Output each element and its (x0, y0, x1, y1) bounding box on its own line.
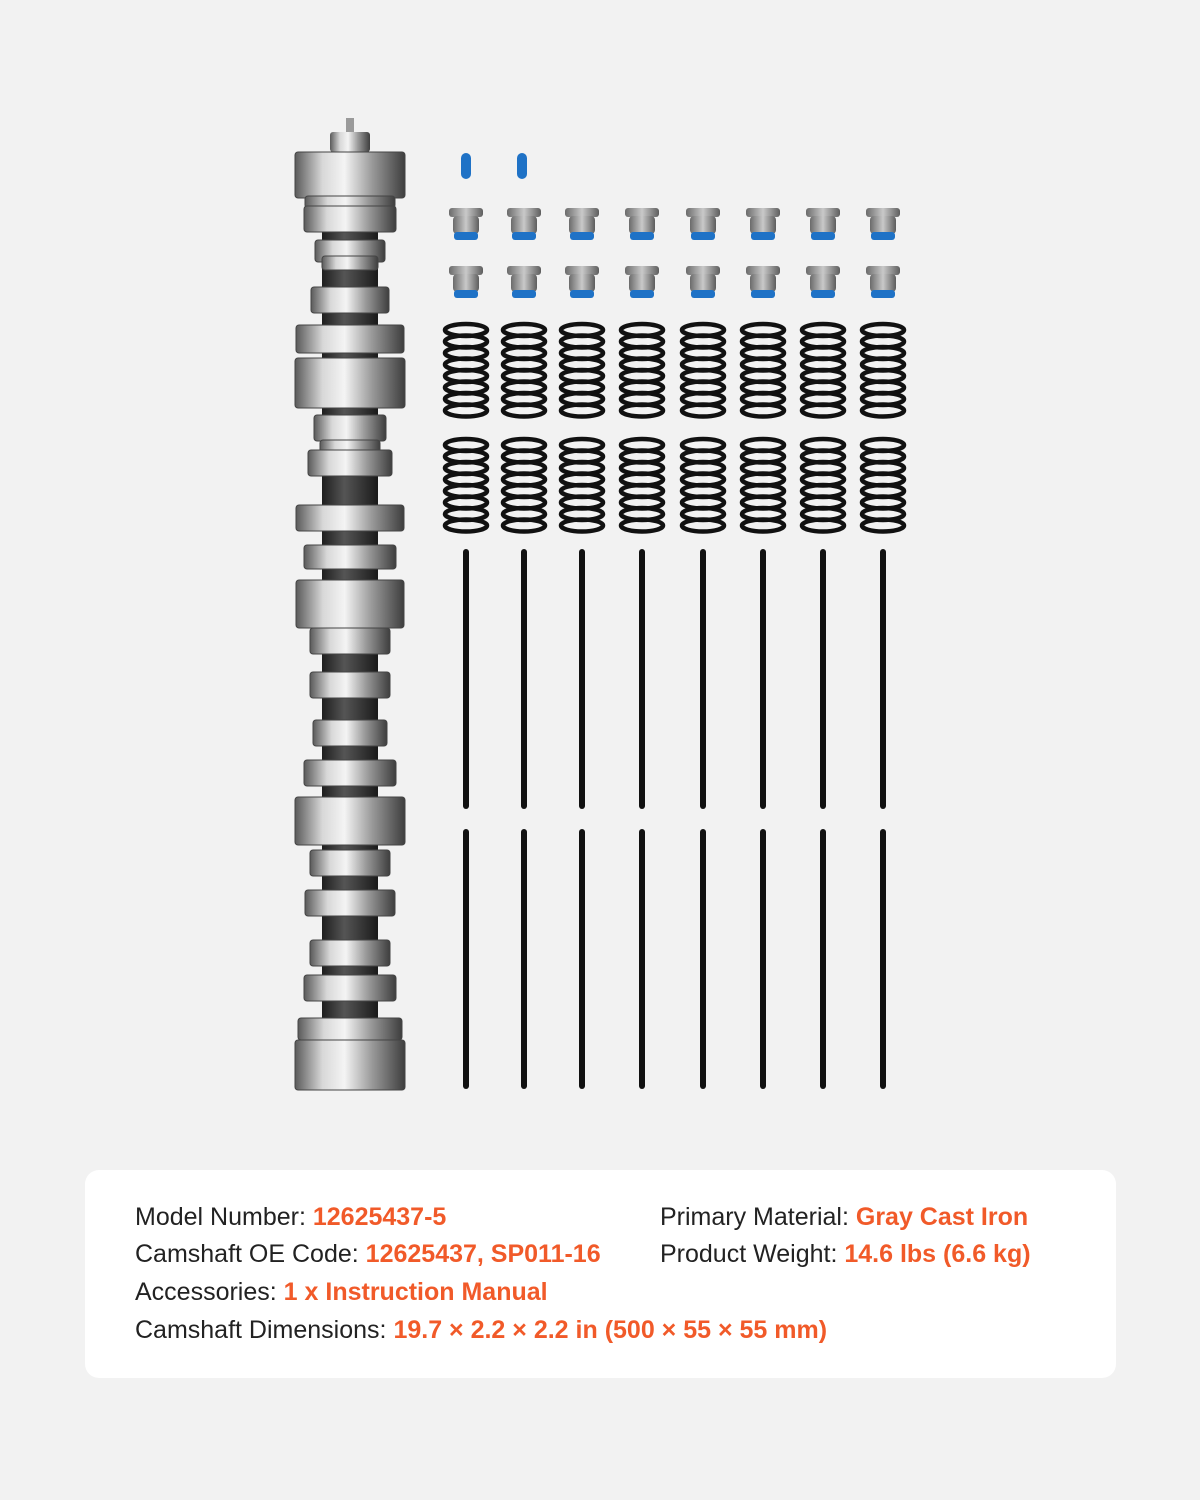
spec-model-number (135, 1202, 446, 1232)
spec-label: Model Number: (135, 1203, 306, 1231)
valve-springs (445, 324, 904, 532)
spec-material (660, 1202, 1028, 1232)
dowel-pins (461, 153, 527, 179)
spec-oe-code (135, 1239, 601, 1269)
spec-value: 14.6 lbs (6.6 kg) (844, 1240, 1031, 1268)
spec-dimensions (135, 1315, 827, 1345)
spec-value: Gray Cast Iron (855, 1203, 1029, 1231)
camshaft-icon (295, 118, 405, 1090)
spec-value: 1 x Instruction Manual (283, 1278, 548, 1306)
spec-label: Accessories: (135, 1278, 277, 1306)
spec-weight (660, 1239, 1031, 1269)
pushrods (466, 552, 883, 1086)
spec-value: 12625437, SP011-16 (365, 1240, 601, 1268)
spec-accessories (135, 1277, 548, 1307)
spec-label: Product Weight: (660, 1240, 838, 1268)
spec-label: Primary Material: (660, 1203, 849, 1231)
spec-label: Camshaft Dimensions: (135, 1316, 387, 1344)
spec-label: Camshaft OE Code: (135, 1240, 359, 1268)
valve-stem-seals (449, 208, 900, 298)
spec-value: 19.7 × 2.2 × 2.2 in (500 × 55 × 55 mm) (393, 1316, 828, 1344)
spec-value: 12625437-5 (312, 1203, 447, 1231)
spec-card (85, 1170, 1116, 1378)
